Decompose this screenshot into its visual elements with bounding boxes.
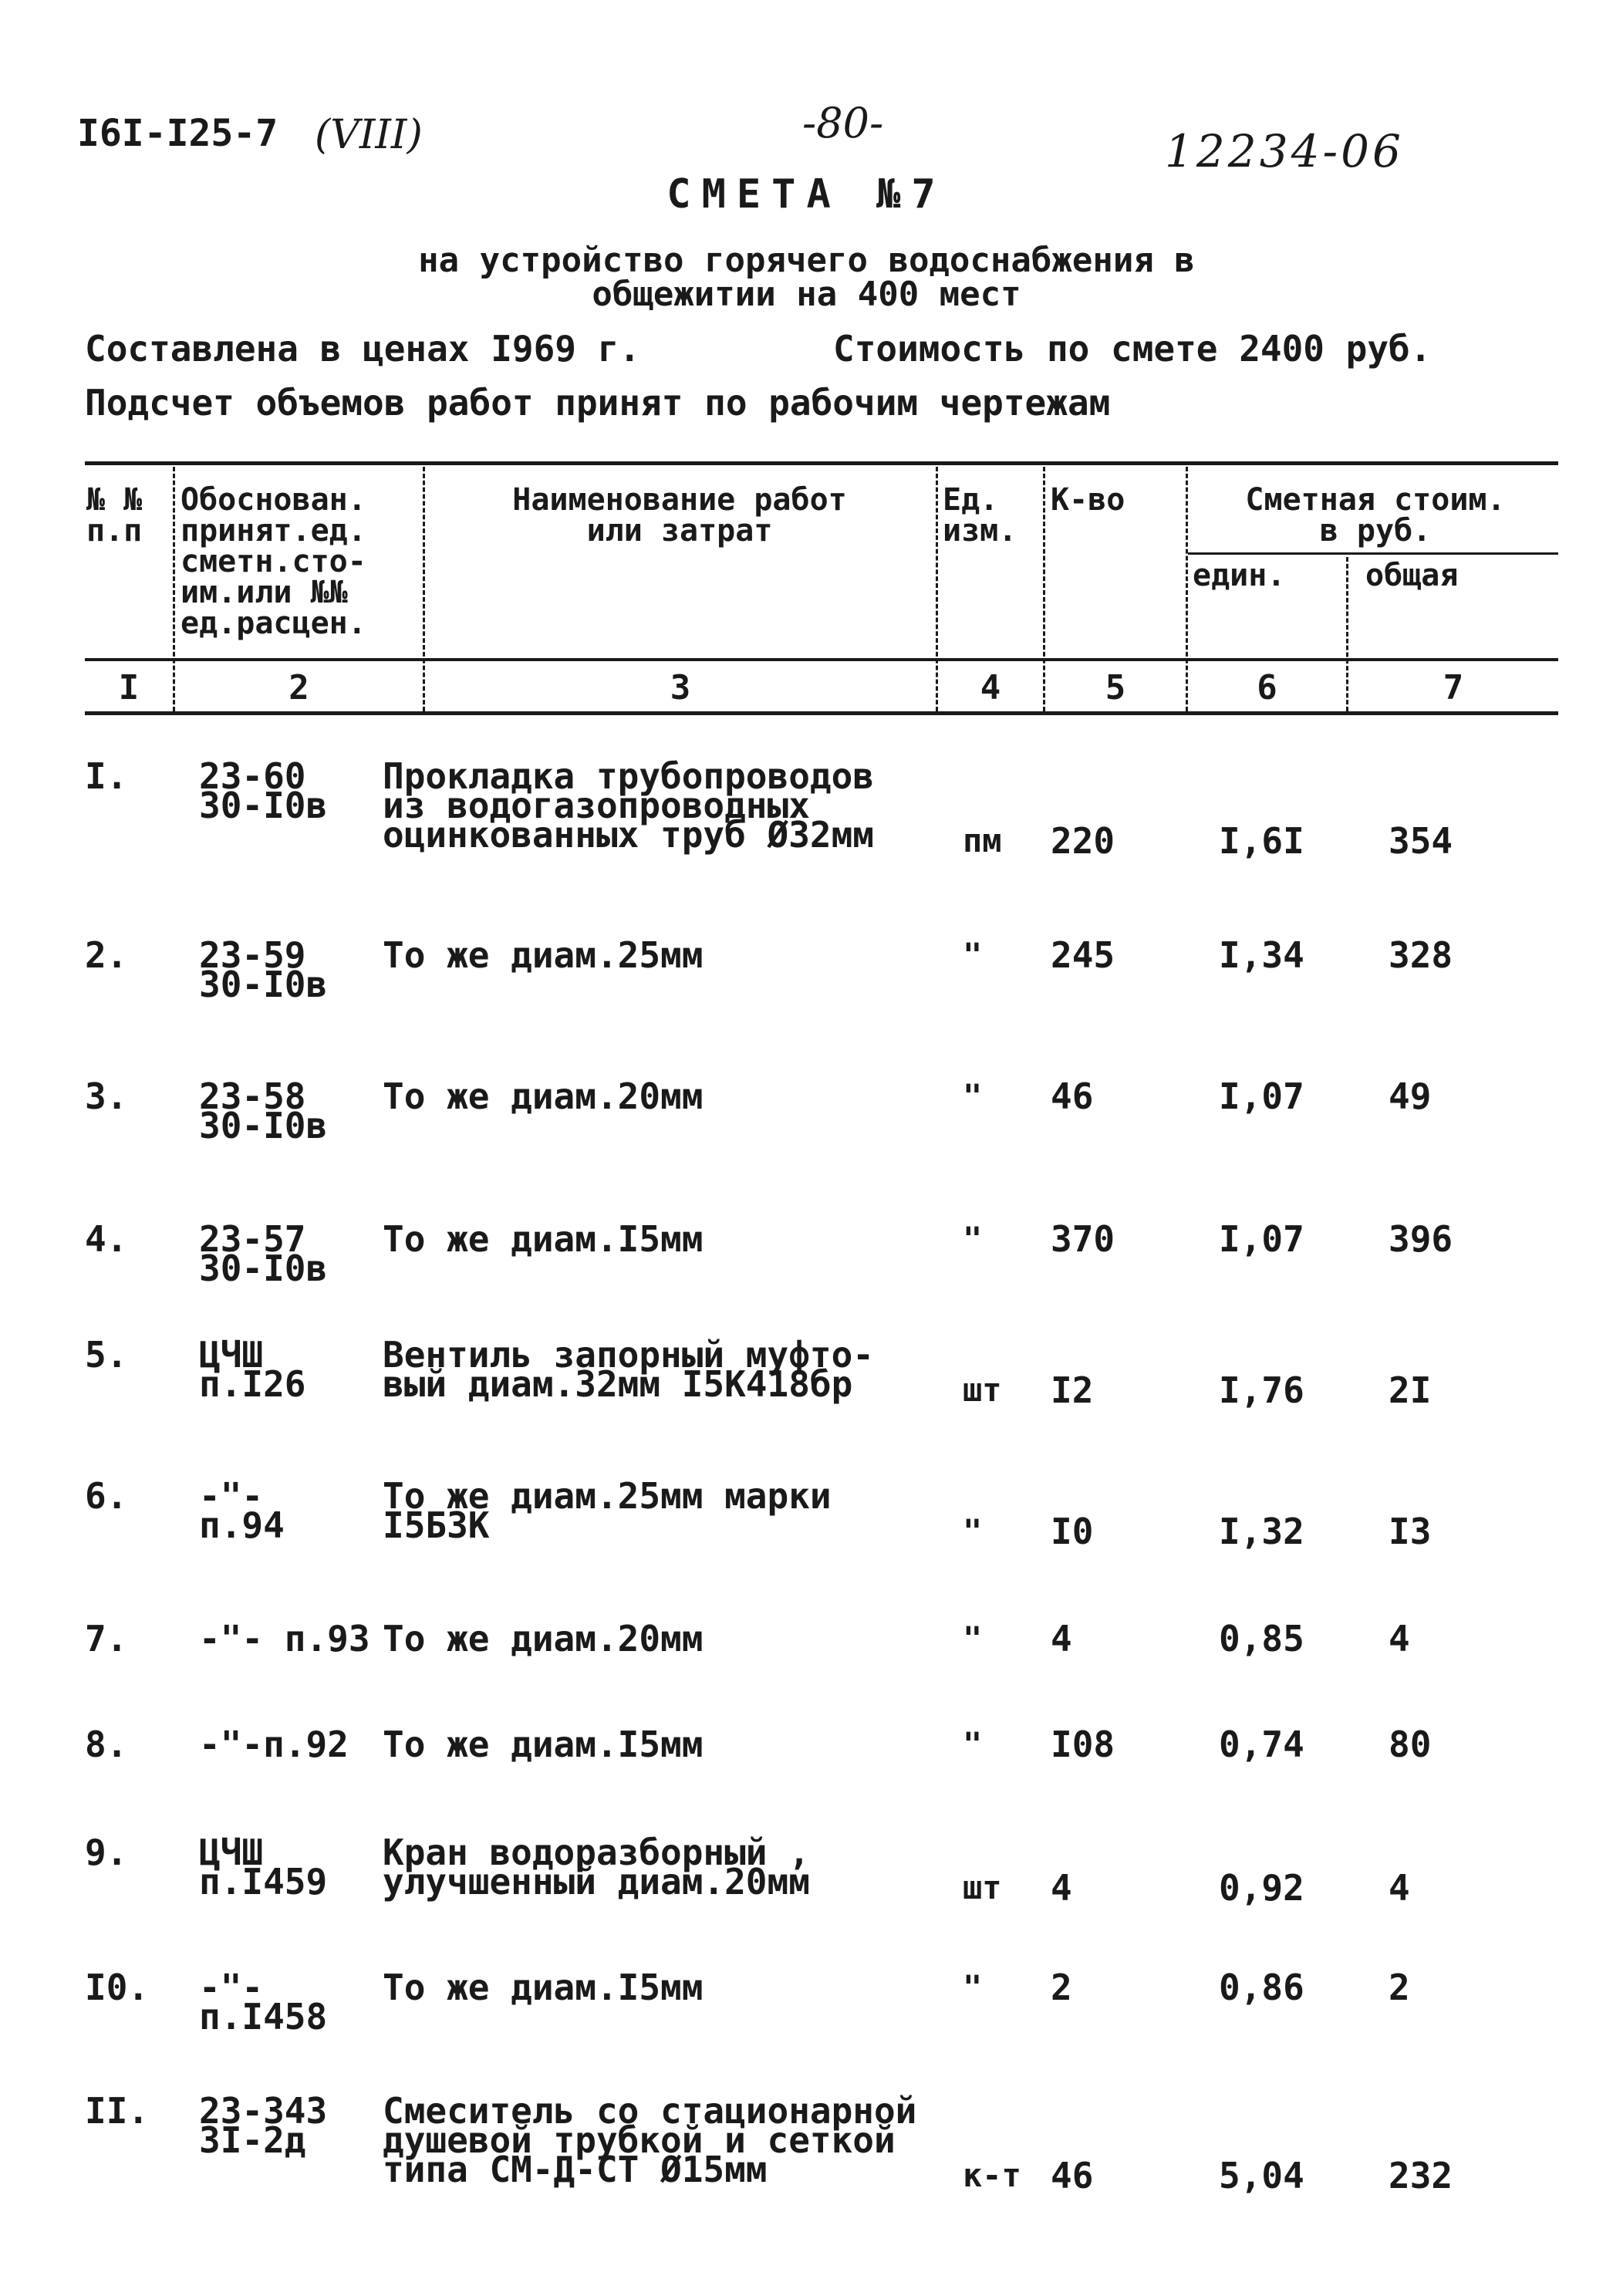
row-total-cost: 396 xyxy=(1389,1218,1453,1260)
row-quantity: 370 xyxy=(1051,1218,1115,1260)
column-number-6: 6 xyxy=(1257,668,1277,707)
row-basis: 30-I0в xyxy=(199,785,328,826)
row-basis: п.I458 xyxy=(199,1996,328,2038)
row-total-cost: 2I xyxy=(1389,1369,1432,1411)
basis-line: Подсчет объемов работ принят по рабочим чертежам xyxy=(85,382,1111,424)
row-quantity: 46 xyxy=(1051,2155,1094,2196)
row-basis: 23-59 xyxy=(199,934,306,976)
row-number: 7. xyxy=(85,1618,128,1660)
row-number: 3. xyxy=(85,1075,128,1117)
column-number-1: I xyxy=(118,668,140,707)
row-total-cost: 80 xyxy=(1389,1724,1432,1765)
row-work-name: То же диам.20мм xyxy=(383,1618,704,1660)
row-unit-cost: 0,74 xyxy=(1219,1724,1304,1765)
row-number: I. xyxy=(85,755,128,797)
row-basis: п.94 xyxy=(199,1504,285,1546)
column-number-2: 2 xyxy=(289,668,309,707)
row-basis: 23-60 xyxy=(199,755,306,797)
row-unit: " xyxy=(963,1725,983,1763)
row-work-name: Кран водоразборный , xyxy=(383,1832,810,1873)
row-basis: п.I26 xyxy=(199,1363,306,1405)
document-subtitle-line1: на устройство горячего водоснабжения в xyxy=(418,241,1195,280)
row-unit: " xyxy=(963,1077,983,1115)
row-unit-cost: 0,92 xyxy=(1219,1867,1304,1909)
row-unit: " xyxy=(963,1220,983,1258)
row-quantity: 4 xyxy=(1051,1618,1072,1660)
row-quantity: 2 xyxy=(1051,1967,1072,2008)
row-quantity: I2 xyxy=(1051,1369,1094,1411)
row-unit-cost: I,07 xyxy=(1219,1218,1304,1260)
row-number: 9. xyxy=(85,1832,128,1873)
row-work-name: То же диам.I5мм xyxy=(383,1967,704,2008)
row-quantity: 4 xyxy=(1051,1867,1072,1909)
row-work-name: То же диам.25мм марки xyxy=(383,1475,832,1517)
row-quantity: 46 xyxy=(1051,1075,1094,1117)
row-work-name: То же диам.I5мм xyxy=(383,1218,704,1260)
header-col6: един. xyxy=(1193,558,1286,593)
row-quantity: I08 xyxy=(1051,1724,1115,1765)
row-basis: ЦЧШ xyxy=(199,1832,264,1873)
table-header-bottom-rule xyxy=(85,658,1558,661)
row-basis: 30-I0в xyxy=(199,1105,328,1146)
row-unit-cost: I,32 xyxy=(1219,1511,1304,1552)
row-work-name: оцинкованных труб Ø32мм xyxy=(383,814,874,856)
row-quantity: 245 xyxy=(1051,934,1115,976)
row-total-cost: 328 xyxy=(1389,934,1453,976)
row-unit-cost: 0,86 xyxy=(1219,1967,1304,2008)
column-number-3: 3 xyxy=(670,668,691,707)
row-unit: " xyxy=(963,1512,983,1550)
row-number: II. xyxy=(85,2090,150,2132)
row-work-name: То же диам.20мм xyxy=(383,1075,704,1117)
row-work-name: вый диам.32мм I5К418бр xyxy=(383,1363,853,1405)
row-unit-cost: I,6I xyxy=(1219,820,1304,862)
document-title: СМЕТА №7 xyxy=(666,171,947,218)
document-code: I6I-I25-7 xyxy=(77,112,278,155)
row-work-name: из водогазопроводных xyxy=(383,785,810,826)
column-number-4: 4 xyxy=(980,668,1001,707)
row-basis: -"- xyxy=(199,1967,264,2008)
row-unit-cost: I,76 xyxy=(1219,1369,1304,1411)
row-work-name: I5Б3К xyxy=(383,1504,490,1546)
row-total-cost: 4 xyxy=(1389,1618,1410,1660)
header-col7: общая xyxy=(1365,558,1459,593)
table-subheader-rule xyxy=(1188,552,1558,555)
row-total-cost: 232 xyxy=(1389,2155,1453,2196)
row-basis: 23-58 xyxy=(199,1075,306,1117)
row-total-cost: 2 xyxy=(1389,1967,1410,2008)
row-basis: 23-343 xyxy=(199,2090,328,2132)
row-total-cost: 49 xyxy=(1389,1075,1432,1117)
header-col2: Обоснован. принят.ед. сметн.сто- им.или №№ ед.расцен. xyxy=(181,482,366,641)
header-col5: К-во xyxy=(1051,482,1125,518)
row-unit: шт xyxy=(963,1371,1002,1409)
row-unit-cost: 5,04 xyxy=(1219,2155,1304,2196)
row-basis: ЦЧШ xyxy=(199,1334,264,1376)
document-code-note: (VIII) xyxy=(315,112,423,158)
row-basis: -"-п.92 xyxy=(199,1724,349,1765)
row-basis: п.I459 xyxy=(199,1861,328,1903)
header-col1: № № п.п xyxy=(86,482,143,549)
row-number: 8. xyxy=(85,1724,128,1765)
row-unit: " xyxy=(963,1968,983,2006)
page-number: -80- xyxy=(802,99,884,147)
prices-line: Составлена в ценах I969 г. xyxy=(85,328,641,370)
table-top-rule xyxy=(85,461,1558,465)
row-work-name: То же диам.25мм xyxy=(383,934,704,976)
row-total-cost: I3 xyxy=(1389,1511,1432,1552)
header-col4: Ед. изм. xyxy=(943,482,1017,549)
row-number: 4. xyxy=(85,1218,128,1260)
row-work-name: типа СМ-Д-СТ Ø15мм xyxy=(383,2149,768,2190)
document-subtitle-line2: общежитии на 400 мест xyxy=(592,275,1021,314)
row-work-name: Вентиль запорный муфто- xyxy=(383,1334,874,1376)
row-number: I0. xyxy=(85,1967,150,2008)
column-number-7: 7 xyxy=(1443,668,1464,707)
row-basis: -"- п.93 xyxy=(199,1618,370,1660)
row-number: 6. xyxy=(85,1475,128,1517)
row-work-name: То же диам.I5мм xyxy=(383,1724,704,1765)
row-unit: к-т xyxy=(963,2156,1021,2194)
row-work-name: Смеситель со стационарной xyxy=(383,2090,917,2132)
table-colnum-bottom-rule xyxy=(85,711,1558,715)
row-basis: 3I-2д xyxy=(199,2119,306,2161)
row-basis: -"- xyxy=(199,1475,264,1517)
row-basis: 23-57 xyxy=(199,1218,306,1260)
row-work-name: улучшенный диам.20мм xyxy=(383,1861,810,1903)
row-number: 5. xyxy=(85,1334,128,1376)
row-unit-cost: I,07 xyxy=(1219,1075,1304,1117)
archive-number: 12234-06 xyxy=(1165,125,1404,177)
column-number-5: 5 xyxy=(1105,668,1126,707)
row-quantity: I0 xyxy=(1051,1511,1094,1552)
row-unit: " xyxy=(963,1619,983,1657)
row-quantity: 220 xyxy=(1051,820,1115,862)
header-col67-group: Сметная стоим. в руб. xyxy=(1245,482,1506,549)
row-unit: " xyxy=(963,936,983,974)
row-total-cost: 354 xyxy=(1389,820,1453,862)
row-total-cost: 4 xyxy=(1389,1867,1410,1909)
row-unit: пм xyxy=(963,822,1002,859)
row-number: 2. xyxy=(85,934,128,976)
cost-line: Стоимость по смете 2400 руб. xyxy=(833,328,1432,370)
row-unit-cost: I,34 xyxy=(1219,934,1304,976)
row-basis: 30-I0в xyxy=(199,964,328,1005)
row-unit-cost: 0,85 xyxy=(1219,1618,1304,1660)
row-unit: шт xyxy=(963,1869,1002,1906)
row-work-name: Прокладка трубопроводов xyxy=(383,755,874,797)
row-work-name: душевой трубкой и сеткой xyxy=(383,2119,896,2161)
header-col3: Наименование работ или затрат xyxy=(512,482,847,549)
row-basis: 30-I0в xyxy=(199,1248,328,1289)
